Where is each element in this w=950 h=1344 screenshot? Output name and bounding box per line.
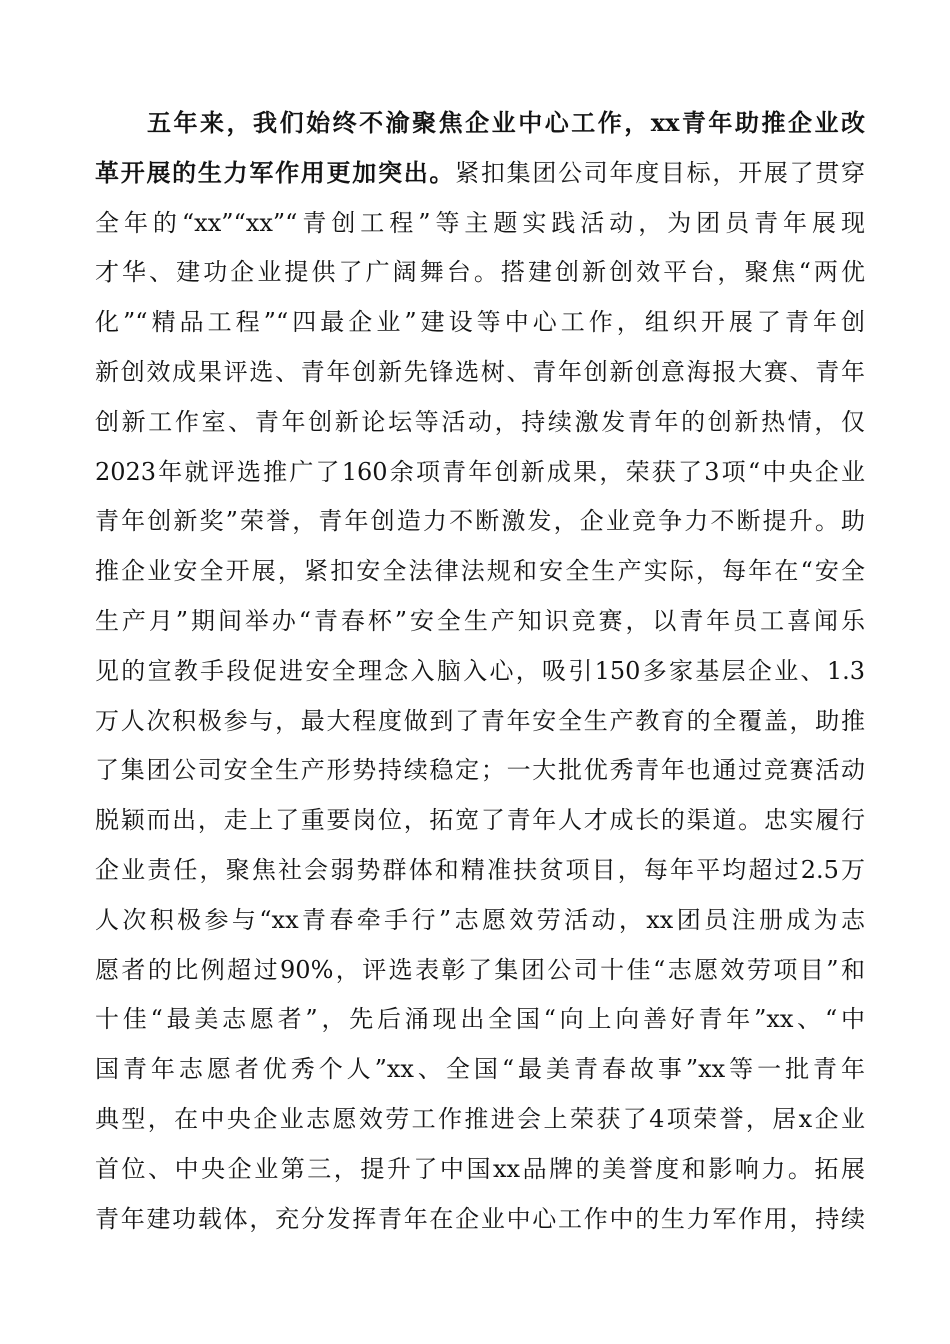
body-paragraph — [95, 98, 865, 1243]
line-text: 2023年就评选推广了160余项青年创新成果，荣获了3项“中央企业 — [95, 457, 865, 486]
text-line — [95, 397, 865, 447]
line-text: 国青年志愿者优秀个人”xx、全国“最美青春故事”xx等一批青年 — [95, 1055, 865, 1084]
text-line — [95, 1194, 865, 1244]
text-line — [95, 895, 865, 945]
text-line — [95, 198, 865, 248]
text-line — [95, 795, 865, 845]
line-text: 十佳“最美志愿者”，先后涌现出全国“向上向善好青年”xx、“中 — [95, 1005, 865, 1034]
text-line — [95, 945, 865, 995]
text-line — [95, 247, 865, 297]
line-text: 推企业安全开展，紧扣安全法律法规和安全生产实际，每年在“安全 — [95, 557, 865, 586]
line-text: 创新工作室、青年创新论坛等活动，持续激发青年的创新热情，仅 — [95, 407, 865, 436]
line-text: 人次积极参与“xx青春牵手行”志愿效劳活动，xx团员注册成为志 — [95, 905, 865, 934]
text-line — [95, 696, 865, 746]
line-text: 青年建功载体，充分发挥青年在企业中心工作中的生力军作用，持续 — [95, 1204, 865, 1233]
line-text: 紧扣集团公司年度目标，开展了贯穿 — [455, 158, 865, 187]
text-line — [95, 994, 865, 1044]
line-text: 首位、中央企业第三，提升了中国xx品牌的美誉度和影响力。拓展 — [95, 1154, 865, 1183]
bold-lead-text: 五年来，我们始终不渝聚焦企业中心工作，xx青年助推企业改 — [147, 108, 865, 137]
text-line — [95, 1094, 865, 1144]
line-text: 万人次积极参与，最大程度做到了青年安全生产教育的全覆盖，助推 — [95, 706, 865, 735]
line-text: 才华、建功企业提供了广阔舞台。搭建创新创效平台，聚焦“两优 — [95, 258, 865, 287]
line-text: 化”“精品工程”“四最企业”建设等中心工作，组织开展了青年创 — [95, 308, 865, 337]
text-line — [95, 447, 865, 497]
text-line — [95, 1044, 865, 1094]
line-text: 企业责任，聚焦社会弱势群体和精准扶贫项目，每年平均超过2.5万 — [95, 855, 865, 884]
line-text: 愿者的比例超过90%，评选表彰了集团公司十佳“志愿效劳项目”和 — [95, 955, 865, 984]
bold-lead-text: 革开展的生力军作用更加突出。 — [95, 157, 456, 187]
text-line — [95, 297, 865, 347]
line-text: 了集团公司安全生产形势持续稳定；一大批优秀青年也通过竞赛活动 — [95, 756, 865, 785]
text-line — [95, 98, 865, 148]
line-text: 生产月”期间举办“青春杯”安全生产知识竞赛，以青年员工喜闻乐 — [95, 606, 865, 635]
line-text: 典型，在中央企业志愿效劳工作推进会上荣获了4项荣誉，居x企业 — [95, 1104, 865, 1133]
text-line — [95, 646, 865, 696]
text-line — [95, 1144, 865, 1194]
text-line — [95, 596, 865, 646]
line-text: 脱颖而出，走上了重要岗位，拓宽了青年人才成长的渠道。忠实履行 — [95, 806, 865, 835]
text-line — [95, 496, 865, 546]
text-line — [95, 745, 865, 795]
line-text: 青年创新奖”荣誉，青年创造力不断激发，企业竞争力不断提升。助 — [95, 507, 865, 536]
text-line — [95, 546, 865, 596]
text-line — [95, 347, 865, 397]
line-text: 全年的“xx”“xx”“青创工程”等主题实践活动，为团员青年展现 — [95, 208, 865, 237]
line-text: 见的宣教手段促进安全理念入脑入心，吸引150多家基层企业、1.3 — [95, 656, 865, 685]
text-line — [95, 845, 865, 895]
text-line — [95, 148, 865, 198]
line-text: 新创效成果评选、青年创新先锋选树、青年创新创意海报大赛、青年 — [95, 357, 865, 386]
